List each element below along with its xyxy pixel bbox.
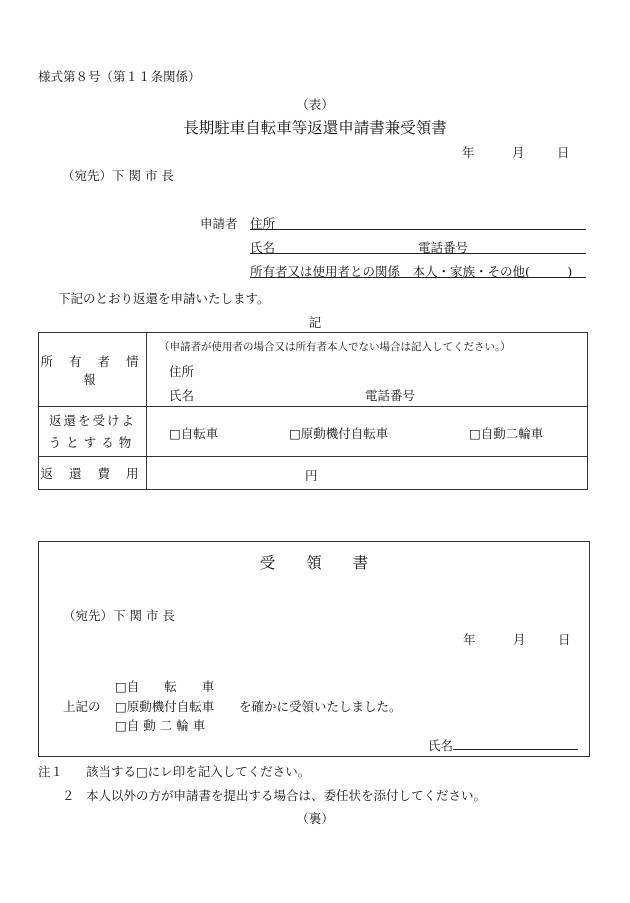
receipt-box [38,541,590,757]
applicant-name-line[interactable] [250,253,586,254]
option-bicycle[interactable]: □自転車 [169,426,219,441]
option-moped[interactable]: □原動機付自転車 [289,426,389,441]
document-title: 長期駐車自転車等返還申請書兼受領書 [183,119,447,137]
vehicle-label-line1: 返還を受けよ [48,412,136,428]
option-motorcycle[interactable]: □自動二輪車 [469,426,544,441]
applicant-name-label: 氏名 [250,240,276,255]
note-1-label: 注１ [38,764,64,779]
receipt-prefix: 上記の [63,699,101,714]
ki-label: 記 [308,315,322,330]
receipt-title: 受 領 書 [259,554,369,572]
owner-note: （申請者が使用者の場合又は所有者本人でない場合は記入してください。） [159,341,511,353]
receipt-option-bicycle[interactable]: □自 転 車 [115,679,215,694]
receipt-suffix: を確かに受領いたしました。 [239,699,402,714]
owner-name-label: 氏名 [169,388,195,403]
fee-unit: 円 [305,468,318,483]
date-year: 年 [462,145,475,160]
form-number: 様式第８号（第１１条関係） [38,69,201,84]
applicant-label: 申請者 [200,216,238,231]
owner-info-cell[interactable] [147,333,588,407]
fee-cell[interactable] [147,457,588,490]
owner-address-label: 住所 [169,364,195,379]
receipt-day: 日 [558,632,571,647]
date-day: 日 [557,145,570,160]
request-text: 下記のとおり返還を申請いたします。 [58,291,270,306]
applicant-address-label: 住所 [250,216,276,231]
date-month: 月 [512,145,525,160]
application-table [38,332,588,490]
applicant-relation: 所有者又は使用者との関係 本人・家族・その他( ) [250,264,573,279]
note-1-text: 該当する□にレ印を記入してください。 [86,764,311,779]
receipt-month: 月 [513,632,526,647]
receipt-year: 年 [463,632,476,647]
receipt-name-label: 氏名 [428,738,454,753]
vehicle-options-cell [147,407,588,457]
receipt-option-motorcycle[interactable]: □自 動 二 輪 車 [115,718,206,733]
side-back-label: （裏） [296,811,334,826]
fee-label: 返 還 費 用 [39,457,147,490]
note-2-text: 本人以外の方が申請書を提出する場合は、委任状を添付してください。 [86,788,487,803]
owner-phone-label: 電話番号 [365,388,416,403]
note-2-label: ２ [62,788,75,803]
addressee: （宛先）下 関 市 長 [62,168,174,183]
applicant-phone-label: 電話番号 [418,240,469,255]
receipt-option-moped[interactable]: □原動機付自転車 [115,699,215,714]
owner-info-label: 所 有 者 情 報 [39,333,147,407]
vehicle-label [39,407,147,457]
applicant-relation-line[interactable] [250,277,586,278]
receipt-addressee: （宛先）下 関 市 長 [63,608,175,623]
applicant-address-line[interactable] [250,229,586,230]
receipt-name-line[interactable] [453,749,578,750]
vehicle-label-line2: うとする物 [48,434,137,450]
side-front-label: （表） [296,97,334,112]
